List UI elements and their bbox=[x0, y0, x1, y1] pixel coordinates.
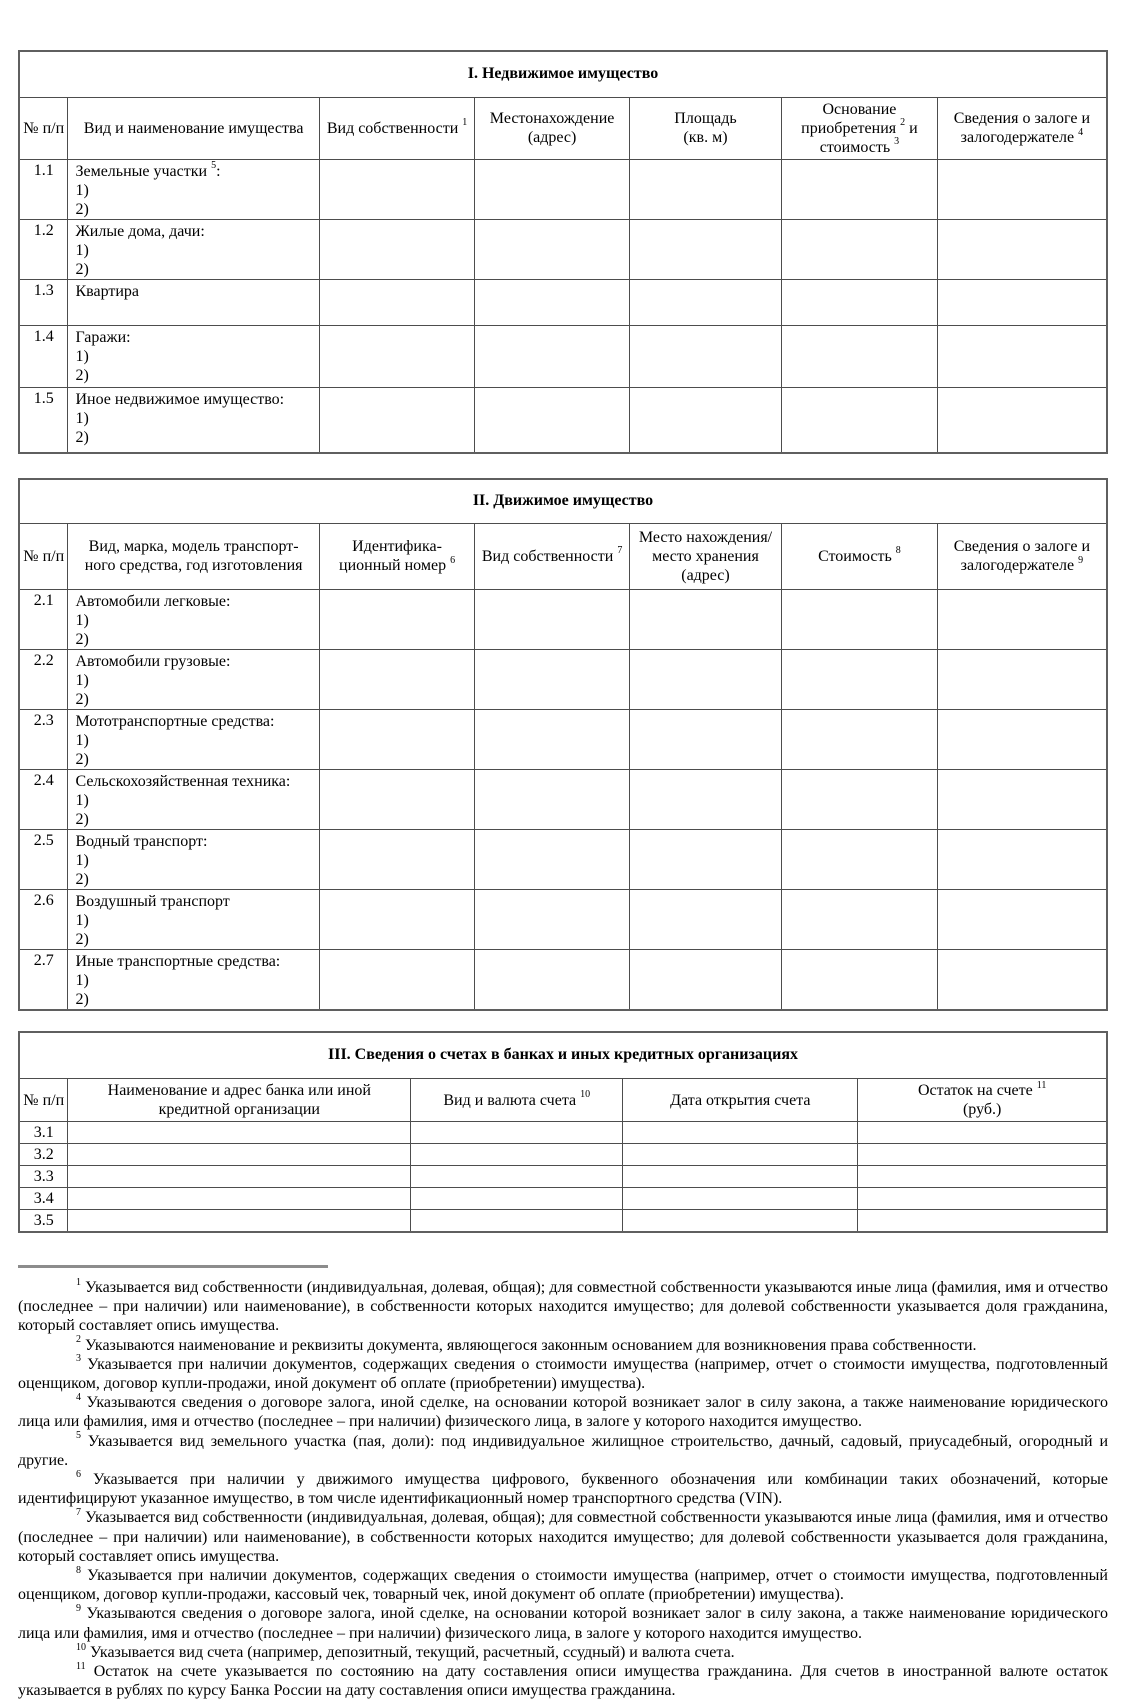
empty-cell bbox=[782, 949, 938, 1010]
empty-cell bbox=[411, 1188, 623, 1210]
empty-cell bbox=[782, 649, 938, 709]
row-item: 2) bbox=[75, 810, 89, 828]
superscript-ref: 10 bbox=[580, 1089, 591, 1101]
row-label: Иное недвижимое имущество: 1) 2) bbox=[68, 387, 319, 453]
column-header: Стоимость $^8$ bbox=[782, 523, 938, 589]
row-item: 1) bbox=[75, 347, 89, 365]
row-label: Мототранспортные средства: 1) 2) bbox=[68, 709, 319, 769]
row-item: 1) bbox=[75, 241, 89, 259]
superscript-ref: 6 bbox=[450, 554, 456, 566]
table-title: III. Сведения о счетах в банках и иных кредитных организациях bbox=[19, 1032, 1107, 1079]
table-title-row bbox=[19, 51, 1107, 97]
footnote-marker: 10 bbox=[76, 1641, 86, 1653]
table-row bbox=[19, 889, 1107, 949]
row-label: Сельскохозяйственная техника: 1) 2) bbox=[68, 769, 319, 829]
empty-cell bbox=[782, 325, 938, 387]
footnote-marker: 6 bbox=[76, 1468, 81, 1480]
empty-cell bbox=[629, 649, 781, 709]
empty-cell bbox=[937, 649, 1107, 709]
column-header: Идентифика- ционный номер $^6$ bbox=[319, 523, 475, 589]
footnote-marker: 5 bbox=[76, 1430, 81, 1442]
footnote-marker: 11 bbox=[76, 1660, 86, 1672]
empty-cell bbox=[319, 889, 475, 949]
row-label: Иные транспортные средства: 1) 2) bbox=[68, 949, 319, 1010]
superscript-ref: 11 bbox=[1036, 1079, 1047, 1091]
row-number: 1.2 bbox=[19, 219, 68, 279]
empty-cell bbox=[782, 159, 938, 219]
footnote-marker: 7 bbox=[76, 1507, 81, 1519]
row-label: Воздушный транспорт 1) 2) bbox=[68, 889, 319, 949]
column-header: Площадь (кв. м) bbox=[629, 97, 781, 159]
empty-cell bbox=[411, 1144, 623, 1166]
row-label: Жилые дома, дачи: 1) 2) bbox=[68, 219, 319, 279]
empty-cell bbox=[319, 279, 475, 325]
empty-cell bbox=[319, 829, 475, 889]
superscript-ref: 8 bbox=[895, 545, 901, 557]
empty-cell bbox=[475, 387, 629, 453]
row-label: Автомобили грузовые: 1) 2) bbox=[68, 649, 319, 709]
row-label: Земельные участки $^5$: 1) 2) bbox=[68, 159, 319, 219]
footnotes bbox=[18, 1278, 1108, 1700]
empty-cell bbox=[319, 949, 475, 1010]
row-item: 2) bbox=[75, 200, 89, 218]
empty-cell bbox=[411, 1166, 623, 1188]
column-header: Вид и наименование имущества bbox=[68, 97, 319, 159]
column-header: Вид, марка, модель транспорт- ного средства, год изготовления bbox=[68, 523, 319, 589]
empty-cell bbox=[475, 649, 629, 709]
table-row bbox=[19, 949, 1107, 1010]
empty-cell bbox=[858, 1122, 1107, 1144]
row-label: Водный транспорт: 1) 2) bbox=[68, 829, 319, 889]
empty-cell bbox=[629, 159, 781, 219]
row-item: 2) bbox=[75, 690, 89, 708]
empty-cell bbox=[475, 829, 629, 889]
row-item: 1) bbox=[75, 409, 89, 427]
empty-cell bbox=[782, 279, 938, 325]
empty-cell bbox=[858, 1188, 1107, 1210]
column-header: Местонахождение (адрес) bbox=[475, 97, 629, 159]
empty-cell bbox=[475, 949, 629, 1010]
empty-cell bbox=[475, 219, 629, 279]
row-label bbox=[68, 1122, 411, 1144]
empty-cell bbox=[782, 889, 938, 949]
column-header: Вид и валюта счета $^{10}$ bbox=[411, 1079, 623, 1122]
empty-cell bbox=[782, 219, 938, 279]
table-bank-accounts bbox=[18, 1031, 1108, 1234]
row-item: 1) bbox=[75, 851, 89, 869]
column-header: Дата открытия счета bbox=[623, 1079, 858, 1122]
row-item: 1) bbox=[75, 181, 89, 199]
table-title: II. Движимое имущество bbox=[19, 479, 1107, 523]
column-header: Сведения о залоге и залогодержателе $^9$ bbox=[937, 523, 1107, 589]
row-item: 2) bbox=[75, 930, 89, 948]
empty-cell bbox=[319, 387, 475, 453]
row-label bbox=[68, 1166, 411, 1188]
row-number: 2.3 bbox=[19, 709, 68, 769]
row-item: 2) bbox=[75, 870, 89, 888]
column-header: Сведения о залоге и залогодержателе $^4$ bbox=[937, 97, 1107, 159]
row-item: 1) bbox=[75, 791, 89, 809]
row-item: 2) bbox=[75, 366, 89, 384]
empty-cell bbox=[411, 1210, 623, 1233]
empty-cell bbox=[629, 769, 781, 829]
table-row bbox=[19, 325, 1107, 387]
table-row bbox=[19, 1144, 1107, 1166]
footnote-10: $^{10}$ Указывается вид счета (например, депозитный, текущий, расчетный, ссудный) и валюта счета. bbox=[76, 1641, 735, 1661]
column-header: Вид собственности $^7$ bbox=[475, 523, 629, 589]
table-header-row bbox=[19, 1079, 1107, 1122]
empty-cell bbox=[319, 325, 475, 387]
table-row bbox=[19, 1188, 1107, 1210]
superscript-ref: 3 bbox=[894, 136, 900, 148]
empty-cell bbox=[623, 1166, 858, 1188]
table-title-row bbox=[19, 479, 1107, 523]
empty-cell bbox=[319, 219, 475, 279]
row-number: 3.1 bbox=[19, 1122, 68, 1144]
footnote-marker: 2 bbox=[76, 1334, 81, 1346]
footnote-4: $^4$ Указываются сведения о договоре залога, иной сделке, на основании которой возникает залог в силу закона, а также наименование юридического лица или фамилия, имя и отчество (последнее – при наличии) физического лица, в залоге у которого находится имущество. bbox=[18, 1391, 1108, 1431]
empty-cell bbox=[937, 889, 1107, 949]
empty-cell bbox=[623, 1188, 858, 1210]
empty-cell bbox=[782, 387, 938, 453]
footnote-1: $^1$ Указывается вид собственности (индивидуальная, долевая, общая); для совместной собственности указываются иные лица (фамилия, имя и отчество (последнее – при наличии) или наименование), в собственности которых находится имущество; для долевой собственности указывается доля гражданина, который составляет опись имущества. bbox=[18, 1276, 1108, 1335]
empty-cell bbox=[937, 589, 1107, 649]
table-title: I. Недвижимое имущество bbox=[19, 51, 1107, 97]
empty-cell bbox=[475, 159, 629, 219]
empty-cell bbox=[937, 829, 1107, 889]
row-item: 2) bbox=[75, 630, 89, 648]
column-header: Основание приобретения $^2$ и стоимость $^3$ bbox=[782, 97, 938, 159]
row-item: 1) bbox=[75, 671, 89, 689]
superscript-ref: 1 bbox=[462, 117, 468, 129]
empty-cell bbox=[782, 709, 938, 769]
row-number: 2.6 bbox=[19, 889, 68, 949]
empty-cell bbox=[629, 589, 781, 649]
row-item: 2) bbox=[75, 428, 89, 446]
empty-cell bbox=[937, 769, 1107, 829]
table-row bbox=[19, 769, 1107, 829]
empty-cell bbox=[937, 709, 1107, 769]
empty-cell bbox=[475, 325, 629, 387]
table-row bbox=[19, 279, 1107, 325]
empty-cell bbox=[937, 279, 1107, 325]
table-row bbox=[19, 1122, 1107, 1144]
row-number: 2.2 bbox=[19, 649, 68, 709]
table-row bbox=[19, 1166, 1107, 1188]
footnote-5: $^5$ Указывается вид земельного участка (пая, доли): под индивидуальное жилищное строительство, дачный, садовый, приусадебный, огородный и другие. bbox=[18, 1430, 1108, 1469]
empty-cell bbox=[937, 159, 1107, 219]
empty-cell bbox=[782, 589, 938, 649]
table-row bbox=[19, 649, 1107, 709]
footnote-marker: 4 bbox=[76, 1391, 81, 1403]
empty-cell bbox=[629, 219, 781, 279]
column-header: Вид собственности $^1$ bbox=[319, 97, 475, 159]
superscript-ref: 5 bbox=[211, 160, 217, 172]
row-number: 1.5 bbox=[19, 387, 68, 453]
row-label bbox=[68, 1210, 411, 1233]
superscript-ref: 9 bbox=[1078, 554, 1084, 566]
empty-cell bbox=[475, 889, 629, 949]
row-number: 2.1 bbox=[19, 589, 68, 649]
footnote-8: $^8$ Указывается при наличии документов, содержащих сведения о стоимости имущества (например, отчет о стоимости имущества, подготовленный оценщиком, договор купли-продажи, кассовый чек, товарный чек, иной документ об оплате (приобретении) имущества). bbox=[18, 1564, 1108, 1604]
column-header: № п/п bbox=[19, 523, 68, 589]
table-header-row bbox=[19, 97, 1107, 159]
row-item: 1) bbox=[75, 911, 89, 929]
row-item: 1) bbox=[75, 731, 89, 749]
table-title-row bbox=[19, 1032, 1107, 1079]
row-number: 1.4 bbox=[19, 325, 68, 387]
empty-cell bbox=[411, 1122, 623, 1144]
empty-cell bbox=[629, 387, 781, 453]
empty-cell bbox=[858, 1166, 1107, 1188]
footnote-separator bbox=[18, 1265, 328, 1268]
row-number: 3.2 bbox=[19, 1144, 68, 1166]
row-number: 2.5 bbox=[19, 829, 68, 889]
table-row bbox=[19, 219, 1107, 279]
row-label bbox=[68, 1188, 411, 1210]
footnote-2: $^2$ Указываются наименование и реквизиты документа, являющегося законным основанием для возникновения права собственности. bbox=[76, 1334, 977, 1354]
empty-cell bbox=[629, 279, 781, 325]
empty-cell bbox=[858, 1144, 1107, 1166]
empty-cell bbox=[623, 1144, 858, 1166]
empty-cell bbox=[629, 709, 781, 769]
table-row bbox=[19, 589, 1107, 649]
empty-cell bbox=[475, 769, 629, 829]
row-item: 1) bbox=[75, 611, 89, 629]
footnote-3: $^3$ Указывается при наличии документов, содержащих сведения о стоимости имущества (например, отчет о стоимости имущества, подготовленный оценщиком, договор купли-продажи, иной документ об оплате (приобретении) имущества). bbox=[18, 1353, 1108, 1393]
column-header: № п/п bbox=[19, 97, 68, 159]
table-row bbox=[19, 829, 1107, 889]
empty-cell bbox=[782, 769, 938, 829]
footnote-marker: 8 bbox=[76, 1564, 81, 1576]
row-item: 1) bbox=[75, 971, 89, 989]
empty-cell bbox=[937, 325, 1107, 387]
superscript-ref: 7 bbox=[617, 545, 623, 557]
empty-cell bbox=[858, 1210, 1107, 1233]
empty-cell bbox=[629, 889, 781, 949]
empty-cell bbox=[623, 1122, 858, 1144]
superscript-ref: 4 bbox=[1078, 126, 1084, 138]
row-number: 2.4 bbox=[19, 769, 68, 829]
row-item: 2) bbox=[75, 260, 89, 278]
row-number: 3.5 bbox=[19, 1210, 68, 1233]
empty-cell bbox=[319, 769, 475, 829]
table-row bbox=[19, 159, 1107, 219]
footnote-9: $^9$ Указываются сведения о договоре залога, иной сделке, на основании которой возникает залог в силу закона, а также наименование юридического лица или фамилия, имя и отчество (последнее – при наличии) физического лица, в залоге у которого находится имущество. bbox=[18, 1603, 1108, 1642]
tables-container bbox=[0, 50, 1123, 1233]
empty-cell bbox=[623, 1210, 858, 1233]
row-number: 2.7 bbox=[19, 949, 68, 1010]
empty-cell bbox=[319, 709, 475, 769]
empty-cell bbox=[937, 949, 1107, 1010]
footnote-marker: 9 bbox=[76, 1603, 81, 1615]
table-row bbox=[19, 387, 1107, 453]
table-real-estate bbox=[18, 50, 1108, 454]
table-row bbox=[19, 1210, 1107, 1233]
row-label: Гаражи: 1) 2) bbox=[68, 325, 319, 387]
column-header: Наименование и адрес банка или иной кредитной организации bbox=[68, 1079, 411, 1122]
row-number: 1.1 bbox=[19, 159, 68, 219]
row-number: 3.3 bbox=[19, 1166, 68, 1188]
table-header-row bbox=[19, 523, 1107, 589]
empty-cell bbox=[937, 387, 1107, 453]
footnote-marker: 1 bbox=[76, 1276, 81, 1288]
row-number: 3.4 bbox=[19, 1188, 68, 1210]
row-label: Квартира bbox=[68, 279, 319, 325]
table-row bbox=[19, 709, 1107, 769]
empty-cell bbox=[629, 829, 781, 889]
row-label: Автомобили легковые: 1) 2) bbox=[68, 589, 319, 649]
empty-cell bbox=[937, 219, 1107, 279]
empty-cell bbox=[319, 589, 475, 649]
row-item: 2) bbox=[75, 750, 89, 768]
footnote-7: $^7$ Указывается вид собственности (индивидуальная, долевая, общая); для совместной собственности указываются иные лица (фамилия, имя и отчество (последнее – при наличии) или наименование), в собственности которых находится имущество; для долевой собственности указывается доля гражданина, который составляет опись имущества. bbox=[18, 1507, 1108, 1565]
footnote-marker: 3 bbox=[76, 1353, 81, 1365]
superscript-ref: 2 bbox=[900, 117, 906, 129]
empty-cell bbox=[319, 649, 475, 709]
empty-cell bbox=[782, 829, 938, 889]
table-movable bbox=[18, 478, 1108, 1011]
row-item: 2) bbox=[75, 990, 89, 1008]
column-header: № п/п bbox=[19, 1079, 68, 1122]
footnote-6: $^6$ Указывается при наличии у движимого имущества цифрового, буквенного обозначения или комбинации таких обозначений, которые идентифицируют указанное имущество, в том числе идентификационный номер транспортного средства (VIN). bbox=[18, 1468, 1108, 1508]
empty-cell bbox=[475, 709, 629, 769]
empty-cell bbox=[629, 325, 781, 387]
footnote-11: $^{11}$ Остаток на счете указывается по состоянию на дату составления описи имущества гражданина. Для счетов в иностранной валюте остаток указывается в рублях по курсу Банка России на дату составления описи имущества гражданина. bbox=[18, 1660, 1108, 1700]
empty-cell bbox=[475, 279, 629, 325]
empty-cell bbox=[319, 159, 475, 219]
row-label bbox=[68, 1144, 411, 1166]
empty-cell bbox=[629, 949, 781, 1010]
empty-cell bbox=[475, 589, 629, 649]
column-header: Остаток на счете $^{11}$ (руб.) bbox=[858, 1079, 1107, 1122]
column-header: Место нахождения/ место хранения (адрес) bbox=[629, 523, 781, 589]
row-number: 1.3 bbox=[19, 279, 68, 325]
